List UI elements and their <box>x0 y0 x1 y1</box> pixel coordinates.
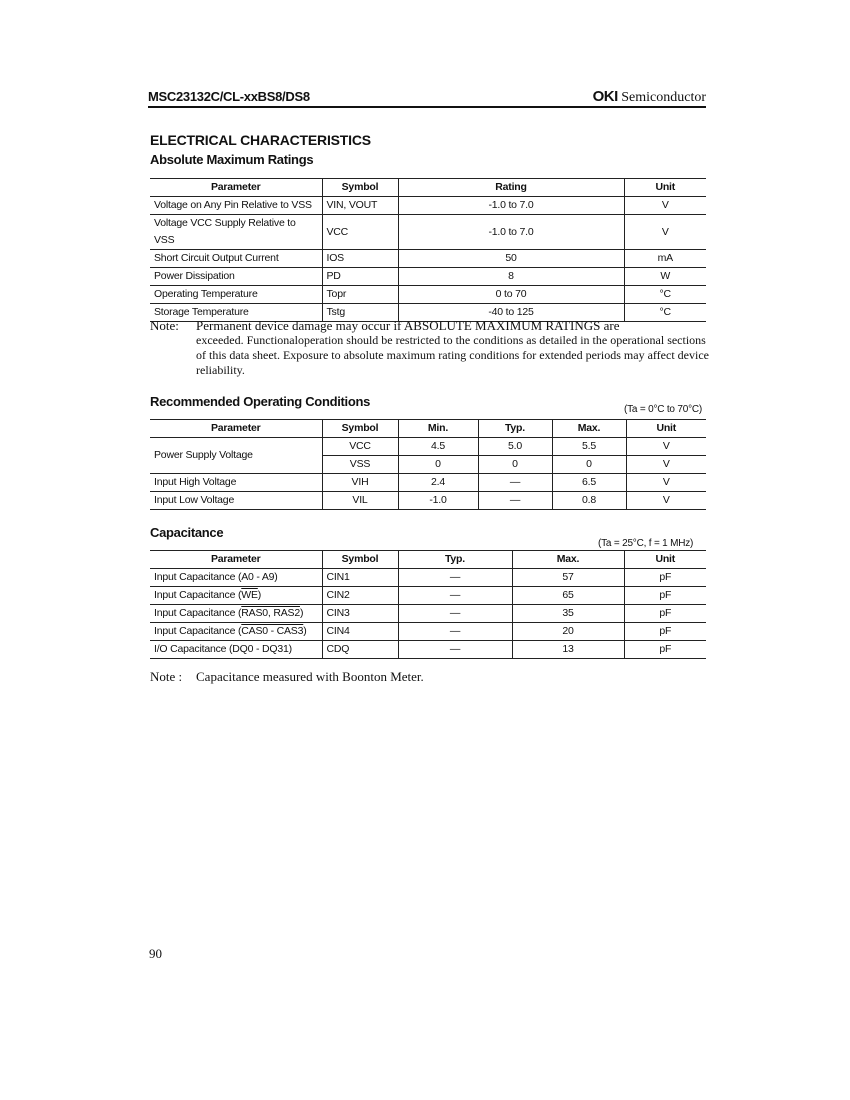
cell-symbol: IOS <box>322 250 398 268</box>
cell-unit: V <box>626 492 706 510</box>
cell-parameter: Input Capacitance $(\overline{WE})$ <box>150 587 322 605</box>
col-header: Rating <box>398 179 624 197</box>
note-permanent-damage <box>150 318 710 378</box>
cell-unit: °C <box>624 286 706 304</box>
table-row <box>150 268 706 286</box>
rec-op-table <box>150 419 706 510</box>
cell-max: 20 <box>512 623 624 641</box>
cell-symbol: Tstg <box>322 304 398 322</box>
rec-op-condition: (Ta = 0°C to 70°C) <box>624 404 703 415</box>
cell-rating: 50 <box>398 250 624 268</box>
cell-unit: V <box>626 456 706 474</box>
cell-max: 5.5 <box>552 438 626 456</box>
cell-typ: — <box>478 474 552 492</box>
col-header: Typ. <box>478 420 552 438</box>
cell-symbol: VIL <box>322 492 398 510</box>
col-header: Parameter <box>150 420 322 438</box>
rec-op-title: Recommended Operating Conditions <box>150 394 371 409</box>
cell-rating: -40 to 125 <box>398 304 624 322</box>
cell-symbol: VIH <box>322 474 398 492</box>
cell-symbol: CIN2 <box>322 587 398 605</box>
table-row <box>150 474 706 492</box>
col-header: Parameter <box>150 179 322 197</box>
note-label: Note : <box>150 669 183 684</box>
cell-symbol: VIN, VOUT <box>322 197 398 215</box>
cell-parameter: Input Low Voltage <box>150 492 322 510</box>
cell-rating: -1.0 to 7.0 <box>398 197 624 215</box>
cell-unit: V <box>626 474 706 492</box>
cell-symbol: CDQ <box>322 641 398 659</box>
cell-parameter: Input Capacitance (A0 - A9) <box>150 569 322 587</box>
col-header: Typ. <box>398 551 512 569</box>
cell-max: 13 <box>512 641 624 659</box>
cell-typ: — <box>398 569 512 587</box>
cell-parameter: Input Capacitance (RAS0, RAS2) <box>150 605 322 623</box>
header-rule <box>148 106 706 108</box>
table-row <box>150 197 706 215</box>
note-line: Permanent device damage may occur if ABSOLUTE MAXIMUM RATINGS are <box>196 318 620 333</box>
abs-max-table <box>150 178 706 322</box>
cell-parameter: Input High Voltage <box>150 474 322 492</box>
col-header: Max. <box>552 420 626 438</box>
cell-typ: 0 <box>478 456 552 474</box>
cell-parameter: Storage Temperature <box>150 304 322 322</box>
table-row <box>150 605 706 623</box>
cell-unit: pF <box>624 605 706 623</box>
cell-min: -1.0 <box>398 492 478 510</box>
cell-symbol: VSS <box>322 456 398 474</box>
cell-symbol: CIN3 <box>322 605 398 623</box>
cell-parameter: Power Dissipation <box>150 268 322 286</box>
cell-max: 0.8 <box>552 492 626 510</box>
note-text: Capacitance measured with Boonton Meter. <box>196 669 424 684</box>
abs-max-title: Absolute Maximum Ratings <box>150 152 314 167</box>
cell-unit: W <box>624 268 706 286</box>
cell-rating: 0 to 70 <box>398 286 624 304</box>
table-row <box>150 250 706 268</box>
part-number: MSC23132C/CL-xxBS8/DS8 <box>148 89 310 104</box>
cell-min: 0 <box>398 456 478 474</box>
cell-typ: — <box>398 587 512 605</box>
cell-typ: — <box>398 623 512 641</box>
cell-rating: -1.0 to 7.0 <box>398 215 624 250</box>
col-header: Symbol <box>322 420 398 438</box>
cell-parameter: Short Circuit Output Current <box>150 250 322 268</box>
cell-symbol: VCC <box>322 438 398 456</box>
capacitance-condition: (Ta = 25°C, f = 1 MHz) <box>598 538 694 549</box>
table-row <box>150 623 706 641</box>
cell-symbol: PD <box>322 268 398 286</box>
cell-unit: V <box>624 215 706 250</box>
cell-symbol: VCC <box>322 215 398 250</box>
cell-parameter: Input Capacitance (CAS0 - CAS3) <box>150 623 322 641</box>
table-row <box>150 587 706 605</box>
cell-symbol: CIN4 <box>322 623 398 641</box>
table-header-row <box>150 179 706 197</box>
cell-min: 2.4 <box>398 474 478 492</box>
cell-max: 57 <box>512 569 624 587</box>
col-header: Unit <box>624 179 706 197</box>
cell-unit: mA <box>624 250 706 268</box>
col-header: Symbol <box>322 551 398 569</box>
cell-symbol: CIN1 <box>322 569 398 587</box>
cell-rating: 8 <box>398 268 624 286</box>
table-row <box>150 569 706 587</box>
cell-min: 4.5 <box>398 438 478 456</box>
division-name: Semiconductor <box>621 90 706 105</box>
capacitance-title: Capacitance <box>150 525 224 540</box>
cell-parameter: Operating Temperature <box>150 286 322 304</box>
page-number: 90 <box>149 946 162 961</box>
cell-unit: °C <box>624 304 706 322</box>
cell-typ: — <box>478 492 552 510</box>
col-header: Max. <box>512 551 624 569</box>
cell-unit: V <box>626 438 706 456</box>
brand-logo: OKI <box>592 88 618 105</box>
cell-typ: 5.0 <box>478 438 552 456</box>
table-row <box>150 492 706 510</box>
cell-parameter: I/O Capacitance (DQ0 - DQ31) <box>150 641 322 659</box>
cell-unit: V <box>624 197 706 215</box>
cell-unit: pF <box>624 587 706 605</box>
cell-parameter: Voltage VCC Supply Relative to VSS <box>150 215 322 250</box>
capacitance-table <box>150 550 706 659</box>
col-header: Unit <box>624 551 706 569</box>
note-capacitance <box>150 669 424 684</box>
cell-unit: pF <box>624 623 706 641</box>
table-header-row <box>150 551 706 569</box>
cell-unit: pF <box>624 641 706 659</box>
cell-typ: — <box>398 605 512 623</box>
cell-max: 35 <box>512 605 624 623</box>
cell-max: 65 <box>512 587 624 605</box>
note-label: Note: <box>150 318 179 333</box>
section-title: ELECTRICAL CHARACTERISTICS <box>150 132 371 148</box>
cell-symbol: Topr <box>322 286 398 304</box>
cell-max: 6.5 <box>552 474 626 492</box>
col-header: Min. <box>398 420 478 438</box>
col-header: Parameter <box>150 551 322 569</box>
note-body: exceeded. Functionaloperation should be restricted to the conditions as detailed in the operational sections of this data sheet. Exposure to absolute maximum rating conditions for extended periods may affect device reliability. <box>196 333 709 377</box>
table-row <box>150 215 706 250</box>
cell-unit: pF <box>624 569 706 587</box>
cell-typ: — <box>398 641 512 659</box>
col-header: Unit <box>626 420 706 438</box>
table-row <box>150 641 706 659</box>
col-header: Symbol <box>322 179 398 197</box>
company-header <box>593 88 706 106</box>
cell-parameter: Power Supply Voltage <box>150 438 322 474</box>
table-row <box>150 286 706 304</box>
cell-parameter: Voltage on Any Pin Relative to VSS <box>150 197 322 215</box>
cell-max: 0 <box>552 456 626 474</box>
table-row <box>150 438 706 456</box>
table-header-row <box>150 420 706 438</box>
